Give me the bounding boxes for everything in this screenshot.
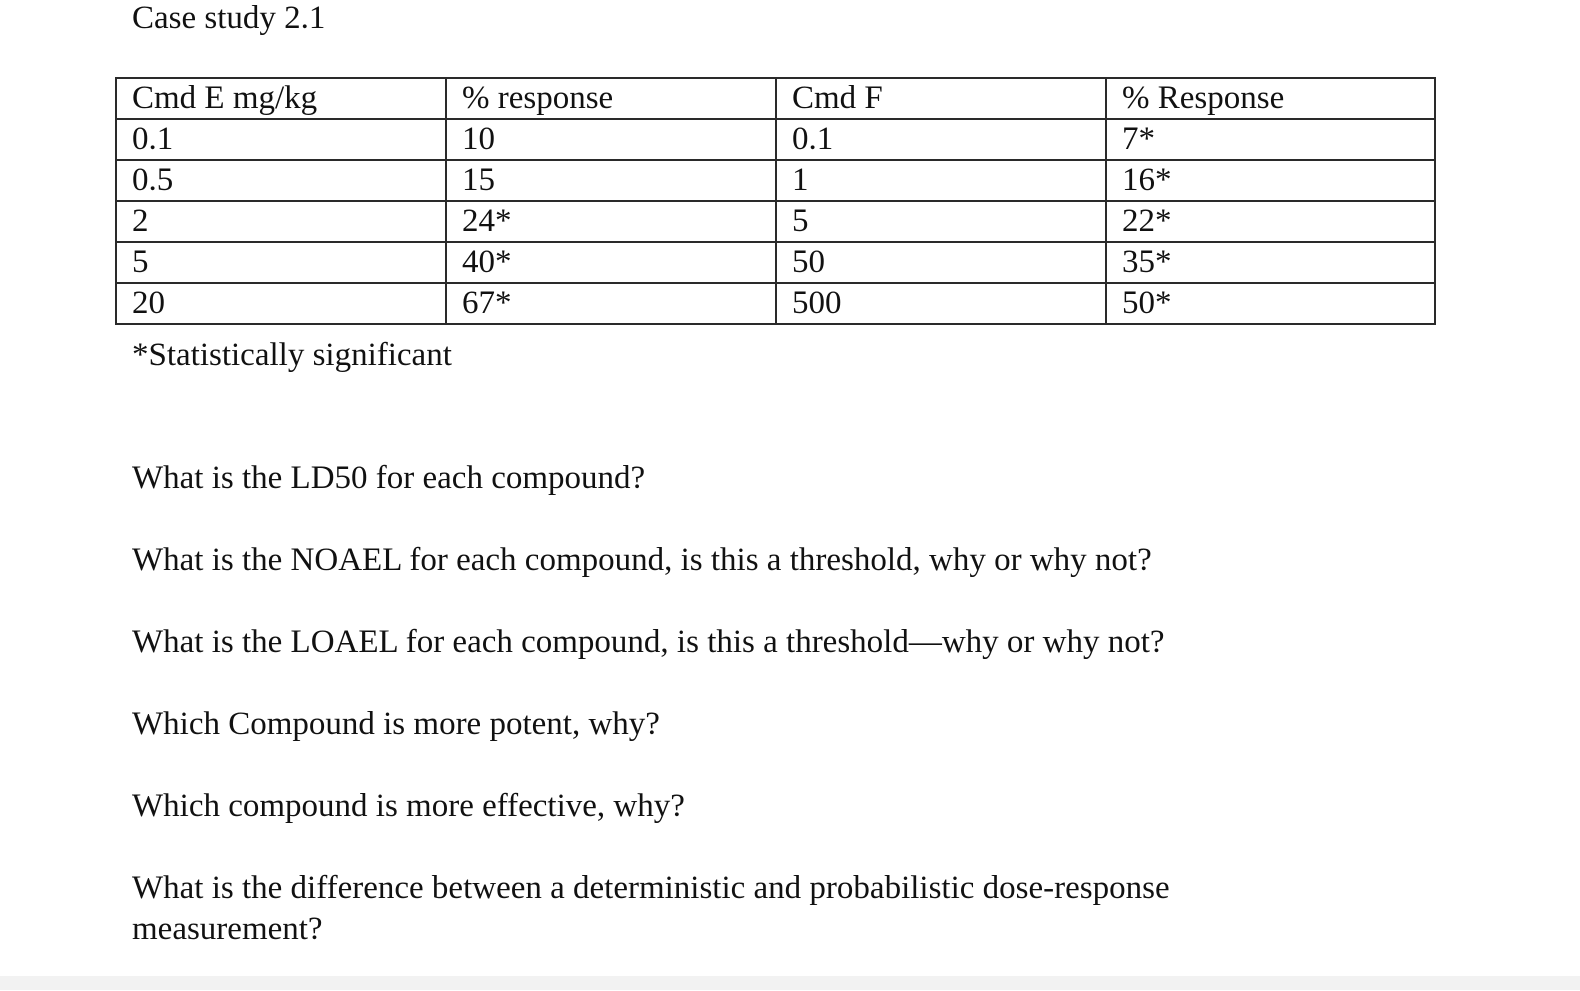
question-noael: What is the NOAEL for each compound, is this a threshold, why or why not?	[132, 542, 1152, 578]
cell-cmd-e-dose: 2	[116, 201, 446, 242]
cell-cmd-f-response: 50*	[1106, 283, 1435, 324]
question-efficacy: Which compound is more effective, why?	[132, 788, 685, 824]
table-row	[116, 242, 1435, 283]
significance-footnote: *Statistically significant	[132, 337, 452, 373]
header-cmd-f-response: % Response	[1106, 78, 1435, 119]
cell-cmd-e-response: 10	[446, 119, 776, 160]
question-loael: What is the LOAEL for each compound, is this a threshold—why or why not?	[132, 624, 1165, 660]
cell-cmd-e-dose: 5	[116, 242, 446, 283]
table-row	[116, 283, 1435, 324]
cell-cmd-f-response: 16*	[1106, 160, 1435, 201]
cell-cmd-e-response: 67*	[446, 283, 776, 324]
case-study-title: Case study 2.1	[132, 0, 326, 36]
cell-cmd-f-dose: 5	[776, 201, 1106, 242]
table-row	[116, 201, 1435, 242]
cell-cmd-f-dose: 0.1	[776, 119, 1106, 160]
table-row	[116, 119, 1435, 160]
cell-cmd-e-response: 24*	[446, 201, 776, 242]
cell-cmd-e-dose: 20	[116, 283, 446, 324]
table-row	[116, 160, 1435, 201]
cell-cmd-e-dose: 0.1	[116, 119, 446, 160]
cell-cmd-f-dose: 1	[776, 160, 1106, 201]
table-header-row	[116, 78, 1435, 119]
header-cmd-e-dose: Cmd E mg/kg	[116, 78, 446, 119]
header-cmd-e-response: % response	[446, 78, 776, 119]
cell-cmd-e-dose: 0.5	[116, 160, 446, 201]
question-deterministic-vs-probabilistic: What is the difference between a deterministic and probabilistic dose-response measurement?	[132, 870, 1170, 947]
header-cmd-f-dose: Cmd F	[776, 78, 1106, 119]
cell-cmd-e-response: 40*	[446, 242, 776, 283]
dose-response-table	[115, 77, 1436, 325]
cell-cmd-f-dose: 500	[776, 283, 1106, 324]
page-bottom-edge	[0, 976, 1580, 990]
cell-cmd-e-response: 15	[446, 160, 776, 201]
question-potency: Which Compound is more potent, why?	[132, 706, 660, 742]
cell-cmd-f-response: 22*	[1106, 201, 1435, 242]
cell-cmd-f-response: 35*	[1106, 242, 1435, 283]
question-list	[132, 458, 1422, 991]
question-ld50: What is the LD50 for each compound?	[132, 460, 646, 496]
cell-cmd-f-dose: 50	[776, 242, 1106, 283]
cell-cmd-f-response: 7*	[1106, 119, 1435, 160]
